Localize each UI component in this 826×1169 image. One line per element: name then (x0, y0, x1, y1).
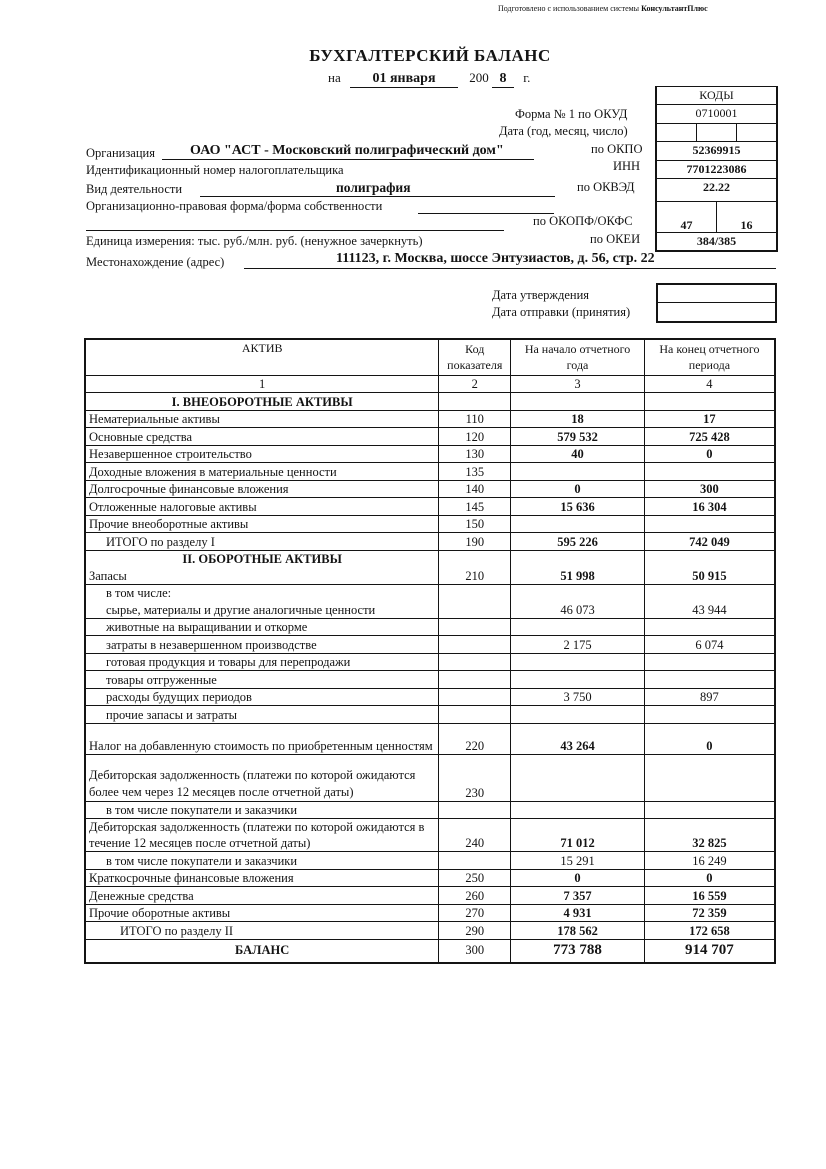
row-code: 220 (439, 723, 511, 754)
row-end: 17 (644, 410, 775, 428)
table-row (85, 618, 775, 636)
row-name: Дебиторская задолженность (платежи по которой ожидаются более чем через 12 месяцев после отчетной даты) (85, 754, 439, 801)
row-code: 300 (439, 939, 511, 963)
row-name: животные на выращивании и откорме (85, 618, 439, 636)
org-label: Организация (86, 146, 155, 160)
row-name: ИТОГО по разделу I (85, 533, 439, 551)
row-start (511, 671, 645, 689)
row-start: 4 931 (511, 904, 645, 922)
address-value: 111123, г. Москва, шоссе Энтузиастов, д. 56, стр. 22 (336, 251, 655, 266)
row-code: 290 (439, 922, 511, 940)
date-line (328, 70, 530, 88)
row-code: 240 (439, 819, 511, 852)
row-code (439, 671, 511, 689)
table-row (85, 852, 775, 870)
row-start: 2 175 (511, 636, 645, 654)
header-start: На начало отчетного года (511, 339, 645, 375)
row-start: 7 357 (511, 887, 645, 905)
table-row (85, 887, 775, 905)
ownership-form-label: Организационно-правовая форма/форма собственности (86, 199, 383, 213)
section-row (85, 550, 775, 567)
row-end: 914 707 (644, 939, 775, 963)
okud-label: Форма № 1 по ОКУД (515, 107, 628, 121)
row-end (644, 671, 775, 689)
source-note (498, 4, 708, 13)
row-name: в том числе: (85, 584, 439, 601)
row-name: готовая продукция и товары для перепродажи (85, 653, 439, 671)
okved-label: по ОКВЭД (577, 180, 635, 194)
row-start: 40 (511, 445, 645, 463)
row-end (644, 754, 775, 801)
row-start (511, 706, 645, 724)
unit-label: Единица измерения: тыс. руб./млн. руб. (ненужное зачеркнуть) (86, 234, 423, 248)
table-row (85, 636, 775, 654)
table-row (85, 904, 775, 922)
row-name: Налог на добавленную стоимость по приобретенным ценностям (85, 723, 439, 754)
row-end (644, 463, 775, 481)
activity-value: полиграфия (336, 180, 411, 195)
okopf-label: по ОКОПФ/ОКФС (533, 214, 633, 228)
row-end: 16 249 (644, 852, 775, 870)
row-start (511, 618, 645, 636)
row-code: 145 (439, 498, 511, 516)
row-start (511, 515, 645, 533)
okud-value: 0710001 (657, 104, 776, 122)
row-code: 110 (439, 410, 511, 428)
row-name: затраты в незавершенном производстве (85, 636, 439, 654)
row-start: 15 636 (511, 498, 645, 516)
row-start: 579 532 (511, 428, 645, 446)
table-row (85, 498, 775, 516)
row-end: 43 944 (644, 601, 775, 618)
row-start: 46 073 (511, 601, 645, 618)
colnum-4: 4 (644, 375, 775, 393)
row-start: 3 750 (511, 688, 645, 706)
row-end: 725 428 (644, 428, 775, 446)
row-name: Основные средства (85, 428, 439, 446)
row-start: 15 291 (511, 852, 645, 870)
okei-value: 384/385 (657, 232, 776, 250)
date-day-month: 01 января (350, 71, 458, 88)
row-end: 897 (644, 688, 775, 706)
row-end: 16 559 (644, 887, 775, 905)
row-start: 18 (511, 410, 645, 428)
sent-date-label: Дата отправки (принятия) (492, 305, 631, 319)
row-code (439, 601, 511, 618)
row-code (439, 852, 511, 870)
row-name: Денежные средства (85, 887, 439, 905)
table-row (85, 428, 775, 446)
table-row (85, 671, 775, 689)
table-row (85, 801, 775, 819)
row-name: БАЛАНС (85, 939, 439, 963)
table-row (85, 601, 775, 618)
row-start: 51 998 (511, 567, 645, 584)
row-code (439, 801, 511, 819)
row-end (644, 801, 775, 819)
table-row (85, 567, 775, 584)
section-2-title: II. ОБОРОТНЫЕ АКТИВЫ (85, 550, 439, 567)
okfs-value: 16 (716, 202, 776, 232)
colnum-1: 1 (85, 375, 439, 393)
colnum-3: 3 (511, 375, 645, 393)
table-row (85, 723, 775, 754)
row-name: товары отгруженные (85, 671, 439, 689)
table-row (85, 653, 775, 671)
row-code: 210 (439, 567, 511, 584)
row-end: 0 (644, 869, 775, 887)
row-end (644, 706, 775, 724)
approval-date-label: Дата утверждения (492, 288, 590, 302)
source-note-brand: КонсультантПлюс (641, 4, 708, 13)
org-name: ОАО "АСТ - Московский полиграфический дом" (190, 143, 504, 158)
row-end (644, 515, 775, 533)
header-asset: АКТИВ (85, 339, 439, 375)
table-row (85, 515, 775, 533)
date-code-label: Дата (год, месяц, число) (499, 124, 628, 138)
table-header-row (85, 339, 775, 375)
row-start: 595 226 (511, 533, 645, 551)
inn-value: 7701223086 (657, 160, 776, 178)
table-row (85, 584, 775, 601)
balance-table (84, 338, 776, 964)
row-end (644, 618, 775, 636)
row-code (439, 653, 511, 671)
date-suffix: г. (523, 70, 531, 85)
row-code: 120 (439, 428, 511, 446)
row-end: 0 (644, 445, 775, 463)
row-code: 135 (439, 463, 511, 481)
okpo-label: по ОКПО (591, 142, 643, 156)
row-start: 178 562 (511, 922, 645, 940)
row-start: 71 012 (511, 819, 645, 852)
table-row (85, 869, 775, 887)
row-code: 270 (439, 904, 511, 922)
row-name: Прочие оборотные активы (85, 904, 439, 922)
header-end: На конец отчетного периода (644, 339, 775, 375)
table-row (85, 480, 775, 498)
row-end: 0 (644, 723, 775, 754)
row-start (511, 463, 645, 481)
row-end: 16 304 (644, 498, 775, 516)
colnum-2: 2 (439, 375, 511, 393)
source-note-prefix: Подготовлено с использованием системы (498, 4, 640, 13)
row-start: 0 (511, 869, 645, 887)
table-row (85, 463, 775, 481)
row-name: в том числе покупатели и заказчики (85, 852, 439, 870)
section-1-title: I. ВНЕОБОРОТНЫЕ АКТИВЫ (85, 393, 439, 411)
row-name: прочие запасы и затраты (85, 706, 439, 724)
document-title: БУХГАЛТЕРСКИЙ БАЛАНС (309, 46, 551, 65)
row-start: 0 (511, 480, 645, 498)
row-code: 130 (439, 445, 511, 463)
date-year-digit: 8 (492, 71, 514, 88)
row-name: Прочие внеоборотные активы (85, 515, 439, 533)
approval-box (656, 283, 777, 323)
row-name: ИТОГО по разделу II (85, 922, 439, 940)
row-name: в том числе покупатели и заказчики (85, 801, 439, 819)
table-row (85, 410, 775, 428)
okpo-value: 52369915 (657, 141, 776, 159)
row-end: 172 658 (644, 922, 775, 940)
row-code: 260 (439, 887, 511, 905)
inn-label: Идентификационный номер налогоплательщика (86, 163, 344, 177)
row-end: 6 074 (644, 636, 775, 654)
row-end: 72 359 (644, 904, 775, 922)
row-end (644, 653, 775, 671)
row-name: Нематериальные активы (85, 410, 439, 428)
row-start: 43 264 (511, 723, 645, 754)
date-year-prefix: 200 (469, 70, 489, 85)
row-end: 742 049 (644, 533, 775, 551)
activity-label: Вид деятельности (86, 182, 183, 196)
row-start (511, 653, 645, 671)
date-code-cells (657, 123, 776, 141)
row-end: 300 (644, 480, 775, 498)
row-code: 190 (439, 533, 511, 551)
codes-header: КОДЫ (699, 88, 734, 102)
table-row (85, 819, 775, 852)
okopf-okfs-cells (657, 201, 776, 232)
table-row (85, 688, 775, 706)
row-end: 32 825 (644, 819, 775, 852)
row-name: Незавершенное строительство (85, 445, 439, 463)
row-name: расходы будущих периодов (85, 688, 439, 706)
row-code (439, 688, 511, 706)
column-number-row (85, 375, 775, 393)
total-row (85, 533, 775, 551)
row-start (511, 801, 645, 819)
balance-total-row (85, 939, 775, 963)
row-start (511, 754, 645, 801)
row-start: 773 788 (511, 939, 645, 963)
table-row (85, 706, 775, 724)
row-code: 140 (439, 480, 511, 498)
row-name: Доходные вложения в материальные ценности (85, 463, 439, 481)
section-row (85, 393, 775, 411)
row-name: Отложенные налоговые активы (85, 498, 439, 516)
table-row (85, 445, 775, 463)
row-name: Дебиторская задолженность (платежи по которой ожидаются в течение 12 месяцев после отчетной даты) (85, 819, 439, 852)
codes-box (655, 86, 778, 252)
row-name: Запасы (85, 567, 439, 584)
row-name: Краткосрочные финансовые вложения (85, 869, 439, 887)
row-code (439, 706, 511, 724)
inn-code-label: ИНН (613, 159, 641, 173)
row-code: 230 (439, 754, 511, 801)
row-code: 250 (439, 869, 511, 887)
okei-label: по ОКЕИ (590, 232, 641, 246)
row-code: 150 (439, 515, 511, 533)
row-name: Долгосрочные финансовые вложения (85, 480, 439, 498)
okopf-value: 47 (680, 217, 693, 232)
header-code: Код показателя (439, 339, 511, 375)
address-label: Местонахождение (адрес) (86, 255, 225, 269)
table-row (85, 754, 775, 801)
row-code (439, 636, 511, 654)
row-end: 50 915 (644, 567, 775, 584)
row-code (439, 618, 511, 636)
okved-value: 22.22 (657, 178, 776, 201)
row-name: сырье, материалы и другие аналогичные ценности (85, 601, 439, 618)
total-row (85, 922, 775, 940)
date-prefix: на (328, 70, 341, 85)
